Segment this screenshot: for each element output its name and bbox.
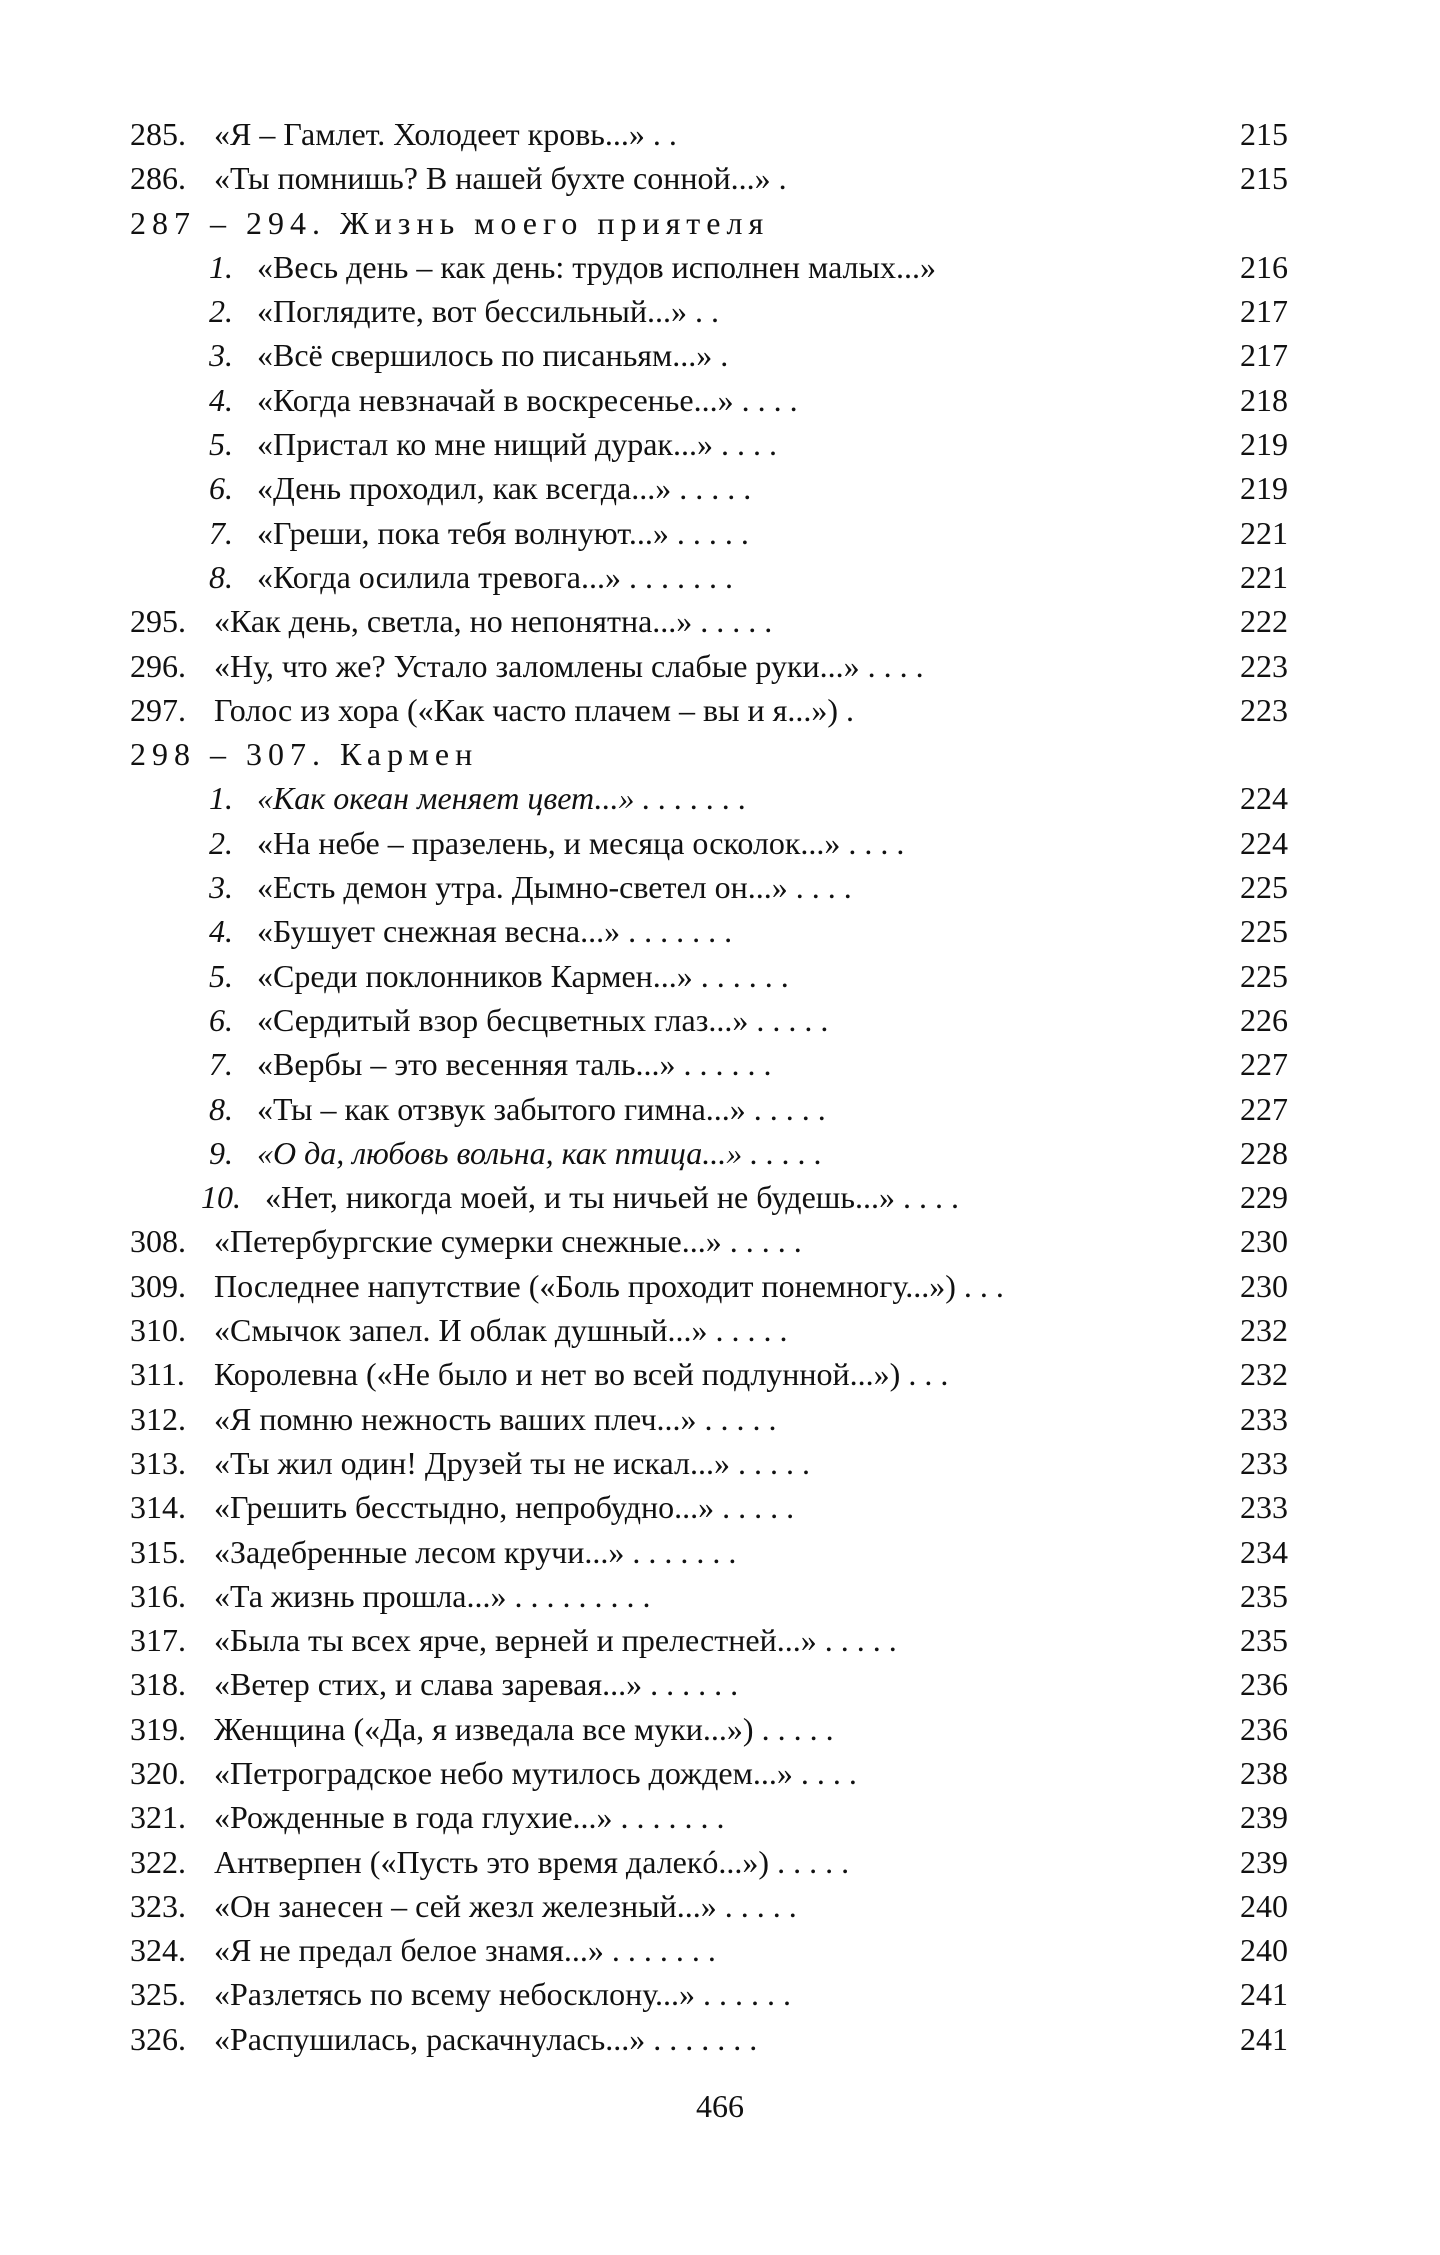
sub-entry-index: 8. <box>209 1090 233 1127</box>
entry-page: 235 <box>1240 1622 1288 1659</box>
toc-entry <box>130 1574 1288 1618</box>
toc-entry <box>130 289 1288 333</box>
toc-entry <box>130 2017 1288 2061</box>
entry-page: 225 <box>1240 957 1288 994</box>
sub-entry-index: 6. <box>209 1001 233 1038</box>
entry-title: «Я – Гамлет. Холодеет кровь...» . . <box>214 116 677 152</box>
entry-page: 222 <box>1240 603 1288 640</box>
table-of-contents <box>130 112 1288 2061</box>
entry-title: «Ты жил один! Друзей ты не искал...» . . . . . <box>214 1444 810 1481</box>
entry-page: 234 <box>1240 1533 1288 1570</box>
entry-page: 232 <box>1240 1356 1288 1393</box>
toc-entry <box>130 1352 1288 1396</box>
entry-number: 309. <box>130 1267 186 1304</box>
entry-title: Антверпен («Пусть это время далекó...») . . . . . <box>214 1843 850 1880</box>
sub-entry-index: 2. <box>209 824 233 861</box>
entry-title: «Разлетясь по всему небосклону...» . . . . . . <box>214 1976 792 2013</box>
section-heading <box>130 201 1288 245</box>
entry-title: «Среди поклонников Кармен...» . . . . . . <box>257 957 789 994</box>
entry-number: 326. <box>130 2020 186 2057</box>
entry-page: 215 <box>1240 160 1288 197</box>
entry-number: 311. <box>130 1356 185 1393</box>
entry-title: «О да, любовь вольна, как птица...» . . . . . <box>257 1134 823 1171</box>
page-number: 466 <box>696 2088 744 2124</box>
entry-number: 285. <box>130 116 186 152</box>
entry-number: 325. <box>130 1976 186 2013</box>
entry-number: 297. <box>130 691 186 728</box>
entry-number: 296. <box>130 647 186 684</box>
sub-entry-index: 1. <box>209 780 233 817</box>
entry-title: «Поглядите, вот бессильный...» . . <box>257 293 720 330</box>
entry-number: 322. <box>130 1843 186 1880</box>
entry-title: «Вербы – это весенняя таль...» . . . . . . <box>257 1046 772 1083</box>
toc-entry <box>130 112 1288 156</box>
toc-entry <box>130 1751 1288 1795</box>
entry-page: 216 <box>1240 248 1288 285</box>
entry-page: 219 <box>1240 426 1288 463</box>
entry-number: 317. <box>130 1622 186 1659</box>
entry-page: 228 <box>1240 1134 1288 1171</box>
entry-number: 321. <box>130 1799 186 1836</box>
entry-title: «Распушилась, раскачнулась...» . . . . . . . <box>214 2020 758 2057</box>
toc-entry <box>130 909 1288 953</box>
entry-page: 238 <box>1240 1754 1288 1791</box>
entry-title: «Как океан меняет цвет...» . . . . . . . <box>257 780 747 817</box>
sub-entry-index: 8. <box>209 558 233 595</box>
toc-entry <box>130 776 1288 820</box>
entry-title: «Весь день – как день: трудов исполнен малых...» <box>257 248 937 285</box>
entry-page: 236 <box>1240 1710 1288 1747</box>
entry-page: 223 <box>1240 647 1288 684</box>
entry-title: «День проходил, как всегда...» . . . . . <box>257 470 752 507</box>
entry-title: «Петербургские сумерки снежные...» . . . . . <box>214 1223 802 1260</box>
entry-title: «Когда невзначай в воскресенье...» . . . . <box>257 381 798 418</box>
entry-page: 215 <box>1240 116 1288 152</box>
sub-entry-index: 7. <box>209 1046 233 1083</box>
sub-entry-index: 3. <box>209 337 233 374</box>
toc-entry <box>130 156 1288 200</box>
toc-entry <box>130 378 1288 422</box>
entry-page: 239 <box>1240 1843 1288 1880</box>
toc-entry <box>130 1618 1288 1662</box>
entry-number: 315. <box>130 1533 186 1570</box>
toc-entry <box>130 555 1288 599</box>
entry-title: «Была ты всех ярче, верней и прелестней...» . . . . . <box>214 1622 897 1659</box>
entry-page: 239 <box>1240 1799 1288 1836</box>
entry-page: 223 <box>1240 691 1288 728</box>
toc-entry <box>130 511 1288 555</box>
toc-entry <box>130 1884 1288 1928</box>
entry-number: 308. <box>130 1223 186 1260</box>
entry-page: 218 <box>1240 381 1288 418</box>
entry-number: 286. <box>130 160 186 197</box>
entry-page: 226 <box>1240 1001 1288 1038</box>
entry-number: 319. <box>130 1710 186 1747</box>
toc-entry <box>130 1042 1288 1086</box>
entry-page: 227 <box>1240 1090 1288 1127</box>
entry-page: 240 <box>1240 1887 1288 1924</box>
toc-entry <box>130 245 1288 289</box>
sub-entry-index: 10. <box>201 1179 241 1216</box>
entry-title: «Ну, что же? Устало заломлены слабые руки...» . . . . <box>214 647 924 684</box>
entry-page: 225 <box>1240 913 1288 950</box>
entry-page: 224 <box>1240 824 1288 861</box>
sub-entry-index: 5. <box>209 426 233 463</box>
entry-page: 229 <box>1240 1179 1288 1216</box>
toc-entry <box>130 865 1288 909</box>
entry-title: «Я не предал белое знамя...» . . . . . . . <box>214 1932 716 1969</box>
entry-number: 313. <box>130 1444 186 1481</box>
toc-entry <box>130 1485 1288 1529</box>
toc-entry <box>130 1972 1288 2016</box>
entry-page: 224 <box>1240 780 1288 817</box>
toc-entry <box>130 466 1288 510</box>
sub-entry-index: 3. <box>209 869 233 906</box>
entry-page: 221 <box>1240 558 1288 595</box>
toc-entry <box>130 1441 1288 1485</box>
toc-entry <box>130 1264 1288 1308</box>
entry-page: 227 <box>1240 1046 1288 1083</box>
entry-title: «Нет, никогда моей, и ты ничьей не будешь...» . . . . <box>265 1179 960 1216</box>
sub-entry-index: 4. <box>209 381 233 418</box>
entry-title: «Смычок запел. И облак душный...» . . . . . <box>214 1312 788 1349</box>
entry-number: 324. <box>130 1932 186 1969</box>
entry-page: 221 <box>1240 514 1288 551</box>
entry-title: «Всё свершилось по писаньям...» . <box>257 337 729 374</box>
toc-entry <box>130 644 1288 688</box>
section-title: 287 – 294. Жизнь моего приятеля <box>130 204 770 241</box>
toc-entry <box>130 1840 1288 1884</box>
entry-page: 235 <box>1240 1577 1288 1614</box>
toc-entry <box>130 1219 1288 1263</box>
toc-entry <box>130 1530 1288 1574</box>
toc-entry <box>130 1795 1288 1839</box>
entry-title: «Бушует снежная весна...» . . . . . . . <box>257 913 733 950</box>
entry-title: «Та жизнь прошла...» . . . . . . . . . <box>214 1577 651 1614</box>
entry-title: «Сердитый взор бесцветных глаз...» . . . . . <box>257 1001 829 1038</box>
entry-page: 230 <box>1240 1267 1288 1304</box>
entry-title: «Ты – как отзвук забытого гимна...» . . . . . <box>257 1090 826 1127</box>
entry-page: 233 <box>1240 1400 1288 1437</box>
entry-number: 312. <box>130 1400 186 1437</box>
entry-page: 219 <box>1240 470 1288 507</box>
entry-title: «Я помню нежность ваших плеч...» . . . . . <box>214 1400 777 1437</box>
entry-page: 232 <box>1240 1312 1288 1349</box>
entry-title: «Ветер стих, и слава заревая...» . . . . . . <box>214 1666 739 1703</box>
sub-entry-index: 2. <box>209 293 233 330</box>
toc-entry <box>130 1707 1288 1751</box>
entry-title: «Грешить бесстыдно, непробудно...» . . . . . <box>214 1489 795 1526</box>
entry-page: 233 <box>1240 1489 1288 1526</box>
toc-entry <box>130 954 1288 998</box>
entry-title: «Он занесен – сей жезл железный...» . . . . . <box>214 1887 797 1924</box>
toc-entry <box>130 688 1288 732</box>
entry-number: 295. <box>130 603 186 640</box>
toc-entry <box>130 1175 1288 1219</box>
entry-title: «Когда осилила тревога...» . . . . . . . <box>257 558 733 595</box>
sub-entry-index: 5. <box>209 957 233 994</box>
sub-entry-index: 6. <box>209 470 233 507</box>
entry-title: Женщина («Да, я изведала все муки...») . . . . . <box>214 1710 834 1747</box>
entry-title: «Ты помнишь? В нашей бухте сонной...» . <box>214 160 787 197</box>
entry-page: 217 <box>1240 293 1288 330</box>
toc-entry <box>130 1928 1288 1972</box>
toc-entry <box>130 422 1288 466</box>
entry-page: 217 <box>1240 337 1288 374</box>
toc-entry <box>130 1308 1288 1352</box>
toc-entry <box>130 998 1288 1042</box>
entry-number: 314. <box>130 1489 186 1526</box>
entry-page: 230 <box>1240 1223 1288 1260</box>
entry-page: 240 <box>1240 1932 1288 1969</box>
sub-entry-index: 7. <box>209 514 233 551</box>
toc-entry <box>130 333 1288 377</box>
entry-page: 225 <box>1240 869 1288 906</box>
entry-number: 316. <box>130 1577 186 1614</box>
entry-number: 320. <box>130 1754 186 1791</box>
entry-title: «Задебренные лесом кручи...» . . . . . . . <box>214 1533 737 1570</box>
sub-entry-index: 4. <box>209 913 233 950</box>
entry-page: 241 <box>1240 2020 1288 2057</box>
toc-entry <box>130 1087 1288 1131</box>
entry-number: 323. <box>130 1887 186 1924</box>
entry-title: Королевна («Не было и нет во всей подлунной...») . . . <box>214 1356 949 1393</box>
entry-number: 318. <box>130 1666 186 1703</box>
entry-title: «Греши, пока тебя волнуют...» . . . . . <box>257 514 749 551</box>
toc-entry <box>130 821 1288 865</box>
entry-title: «Как день, светла, но непонятна...» . . . . . <box>214 603 773 640</box>
entry-title: «Есть демон утра. Дымно-светел он...» . . . . <box>257 869 852 906</box>
toc-entry <box>130 1131 1288 1175</box>
entry-title: «Петроградское небо мутилось дождем...» . . . . <box>214 1754 857 1791</box>
section-heading <box>130 732 1288 776</box>
section-title: 298 – 307. Кармен <box>130 736 479 773</box>
entry-number: 310. <box>130 1312 186 1349</box>
entry-title: Последнее напутствие («Боль проходит понемногу...») . . . <box>214 1267 1004 1304</box>
entry-page: 236 <box>1240 1666 1288 1703</box>
toc-entry <box>130 1397 1288 1441</box>
sub-entry-index: 9. <box>209 1134 233 1171</box>
sub-entry-index: 1. <box>209 248 233 285</box>
toc-entry <box>130 599 1288 643</box>
entry-title: «На небе – празелень, и месяца осколок...» . . . . <box>257 824 905 861</box>
toc-entry <box>130 1662 1288 1706</box>
entry-page: 233 <box>1240 1444 1288 1481</box>
entry-title: «Рожденные в года глухие...» . . . . . . . <box>214 1799 725 1836</box>
entry-page: 241 <box>1240 1976 1288 2013</box>
entry-title: Голос из хора («Как часто плачем – вы и я...») . <box>214 691 855 728</box>
entry-title: «Пристал ко мне нищий дурак...» . . . . <box>257 426 777 463</box>
